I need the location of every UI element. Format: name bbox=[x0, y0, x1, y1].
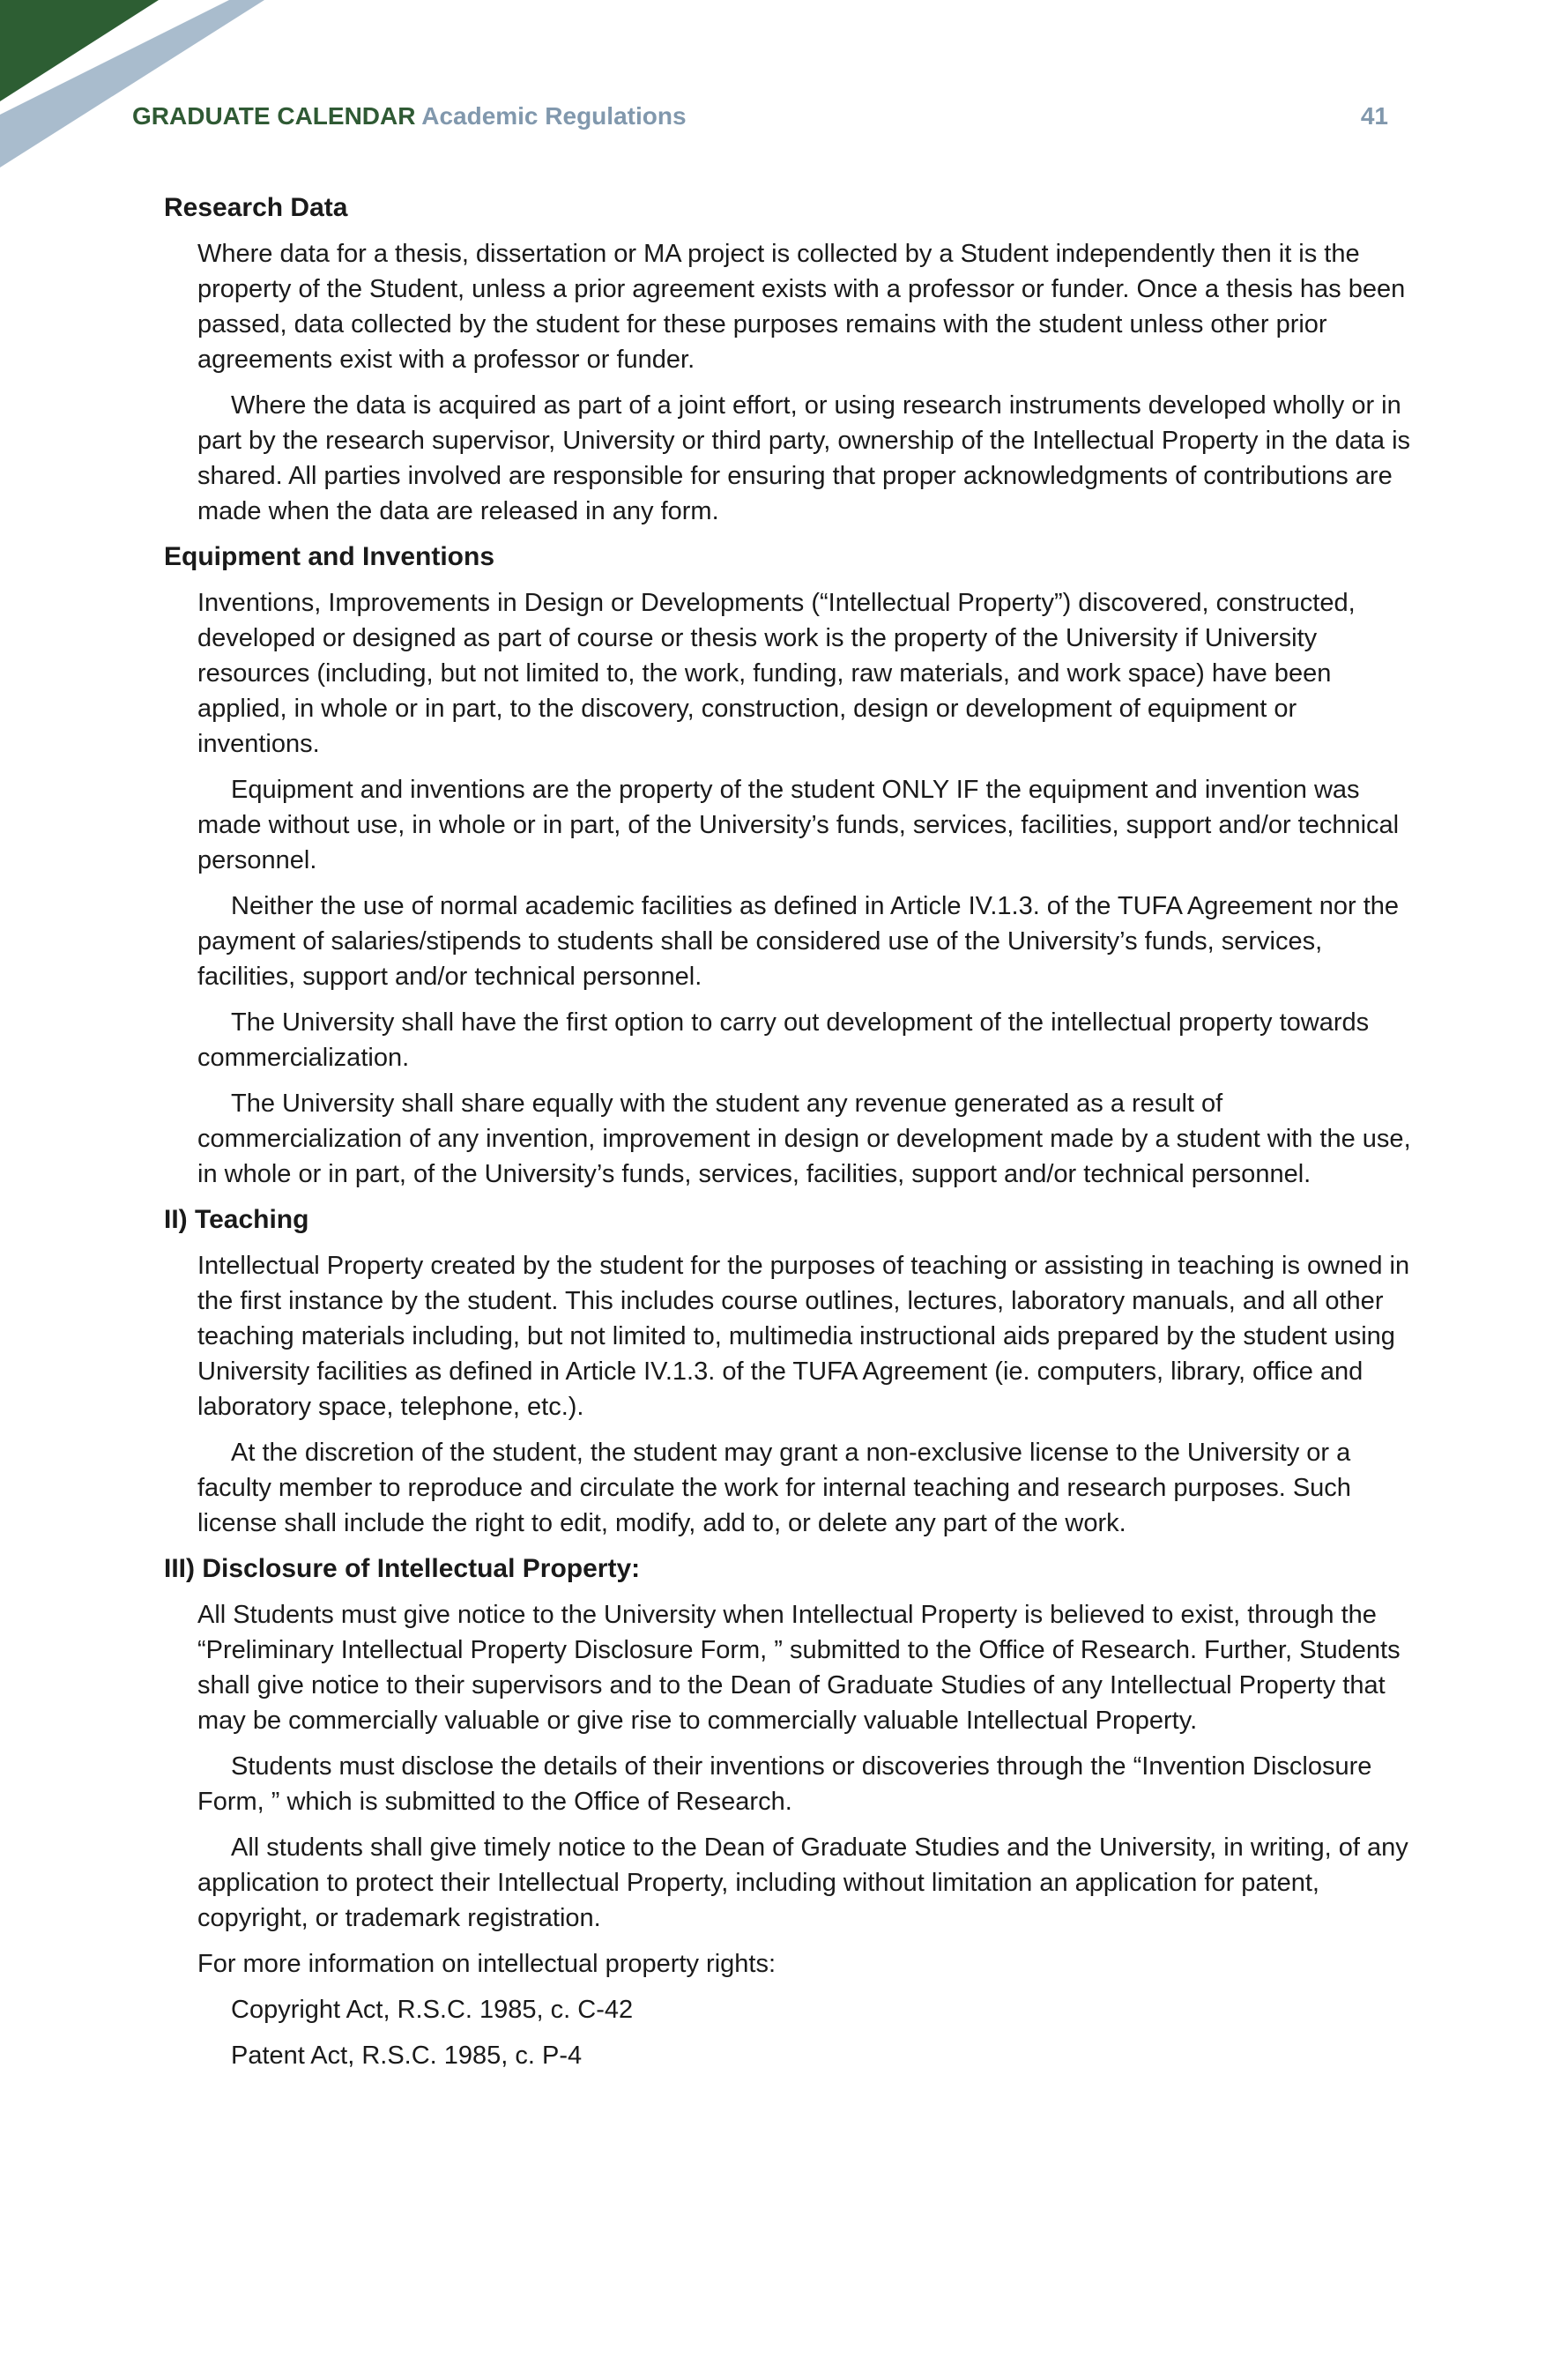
heading-equipment-inventions: Equipment and Inventions bbox=[164, 542, 495, 571]
paragraph: Inventions, Improvements in Design or Developments (“Intellectual Property”) discovered, constructed, developed or designed as part of course or thesis work is the property of the University if University resources (including, but not limited to, the work, funding, raw materials, and work space) have been applied, in whole or in part, to the discovery, construction, design or development of equipment or inventions. bbox=[197, 589, 1356, 758]
heading-teaching: II) Teaching bbox=[164, 1205, 309, 1234]
more-info-text: For more information on intellectual property rights: bbox=[197, 1950, 776, 1978]
paragraph: All Students must give notice to the University when Intellectual Property is believed to exist, through the “Preliminary Intellectual Property Disclosure Form, ” submitted to the Office of Research. Further, Students shall give notice to their supervisors and to the Dean of Graduate Studies of any Intellectual Property that may be commercially valuable or give rise to commercially valuable Intellectual Property. bbox=[197, 1601, 1401, 1735]
page-header bbox=[132, 99, 1388, 134]
corner-decoration bbox=[0, 0, 264, 167]
reference-copyright-act: Copyright Act, R.S.C. 1985, c. C-42 bbox=[231, 1996, 634, 2024]
paragraph: The University shall share equally with the student any revenue generated as a result of commercialization of any invention, improvement in design or development made by a student with the use, in whole or in part, of the University’s funds, services, facilities, support and/or technical personnel. bbox=[197, 1090, 1411, 1188]
paragraph: Intellectual Property created by the student for the purposes of teaching or assisting in teaching is owned in the first instance by the student. This includes course outlines, lectures, laboratory manuals, and all other teaching materials including, but not limited to, multimedia instructional aids prepared by the student using University facilities as defined in Article IV.1.3. of the TUFA Agreement (ie. computers, library, office and laboratory space, telephone, etc.). bbox=[197, 1252, 1410, 1421]
heading-disclosure: III) Disclosure of Intellectual Property: bbox=[164, 1554, 641, 1583]
paragraph: The University shall have the first option to carry out development of the intellectual property towards commercialization. bbox=[197, 1008, 1370, 1072]
paragraph: At the discretion of the student, the student may grant a non-exclusive license to the University or a faculty member to reproduce and circulate the work for internal teaching and research purposes. Such license shall include the right to edit, modify, add to, or delete any part of the work. bbox=[197, 1439, 1351, 1537]
paragraph: All students shall give timely notice to the Dean of Graduate Studies and the University, in writing, of any application to protect their Intellectual Property, including without limitation an application for patent, copyright, or trademark registration. bbox=[197, 1833, 1408, 1932]
reference-patent-act: Patent Act, R.S.C. 1985, c. P-4 bbox=[231, 2042, 583, 2070]
paragraph: Students must disclose the details of their inventions or discoveries through the “Invention Disclosure Form, ” which is submitted to the Office of Research. bbox=[197, 1752, 1372, 1816]
paragraph: Where the data is acquired as part of a joint effort, or using research instruments developed wholly or in part by the research supervisor, University or third party, ownership of the Intellectual Property in the data is shared. All parties involved are responsible for ensuring that proper acknowledgments of contributions are made when the data are released in any form. bbox=[197, 391, 1411, 525]
heading-research-data: Research Data bbox=[164, 193, 348, 222]
paragraph: Neither the use of normal academic facilities as defined in Article IV.1.3. of the TUFA Agreement nor the payment of salaries/stipends to students shall be considered use of the University’s funds, services, facilities, support and/or technical personnel. bbox=[197, 892, 1400, 991]
page-content bbox=[164, 190, 1424, 2084]
paragraph: Equipment and inventions are the property of the student ONLY IF the equipment and invention was made without use, in whole or in part, of the University’s funds, services, facilities, support and/or technical personnel. bbox=[197, 776, 1400, 874]
header-section: Academic Regulations bbox=[421, 102, 687, 130]
page-number: 41 bbox=[1360, 102, 1388, 130]
header-calendar: GRADUATE CALENDAR bbox=[132, 102, 416, 130]
paragraph: Where data for a thesis, dissertation or MA project is collected by a Student independently then it is the property of the Student, unless a prior agreement exists with a professor or funder. Once a thesis has been passed, data collected by the student for these purposes remains with the student unless other prior agreements exist with a professor or funder. bbox=[197, 240, 1406, 374]
